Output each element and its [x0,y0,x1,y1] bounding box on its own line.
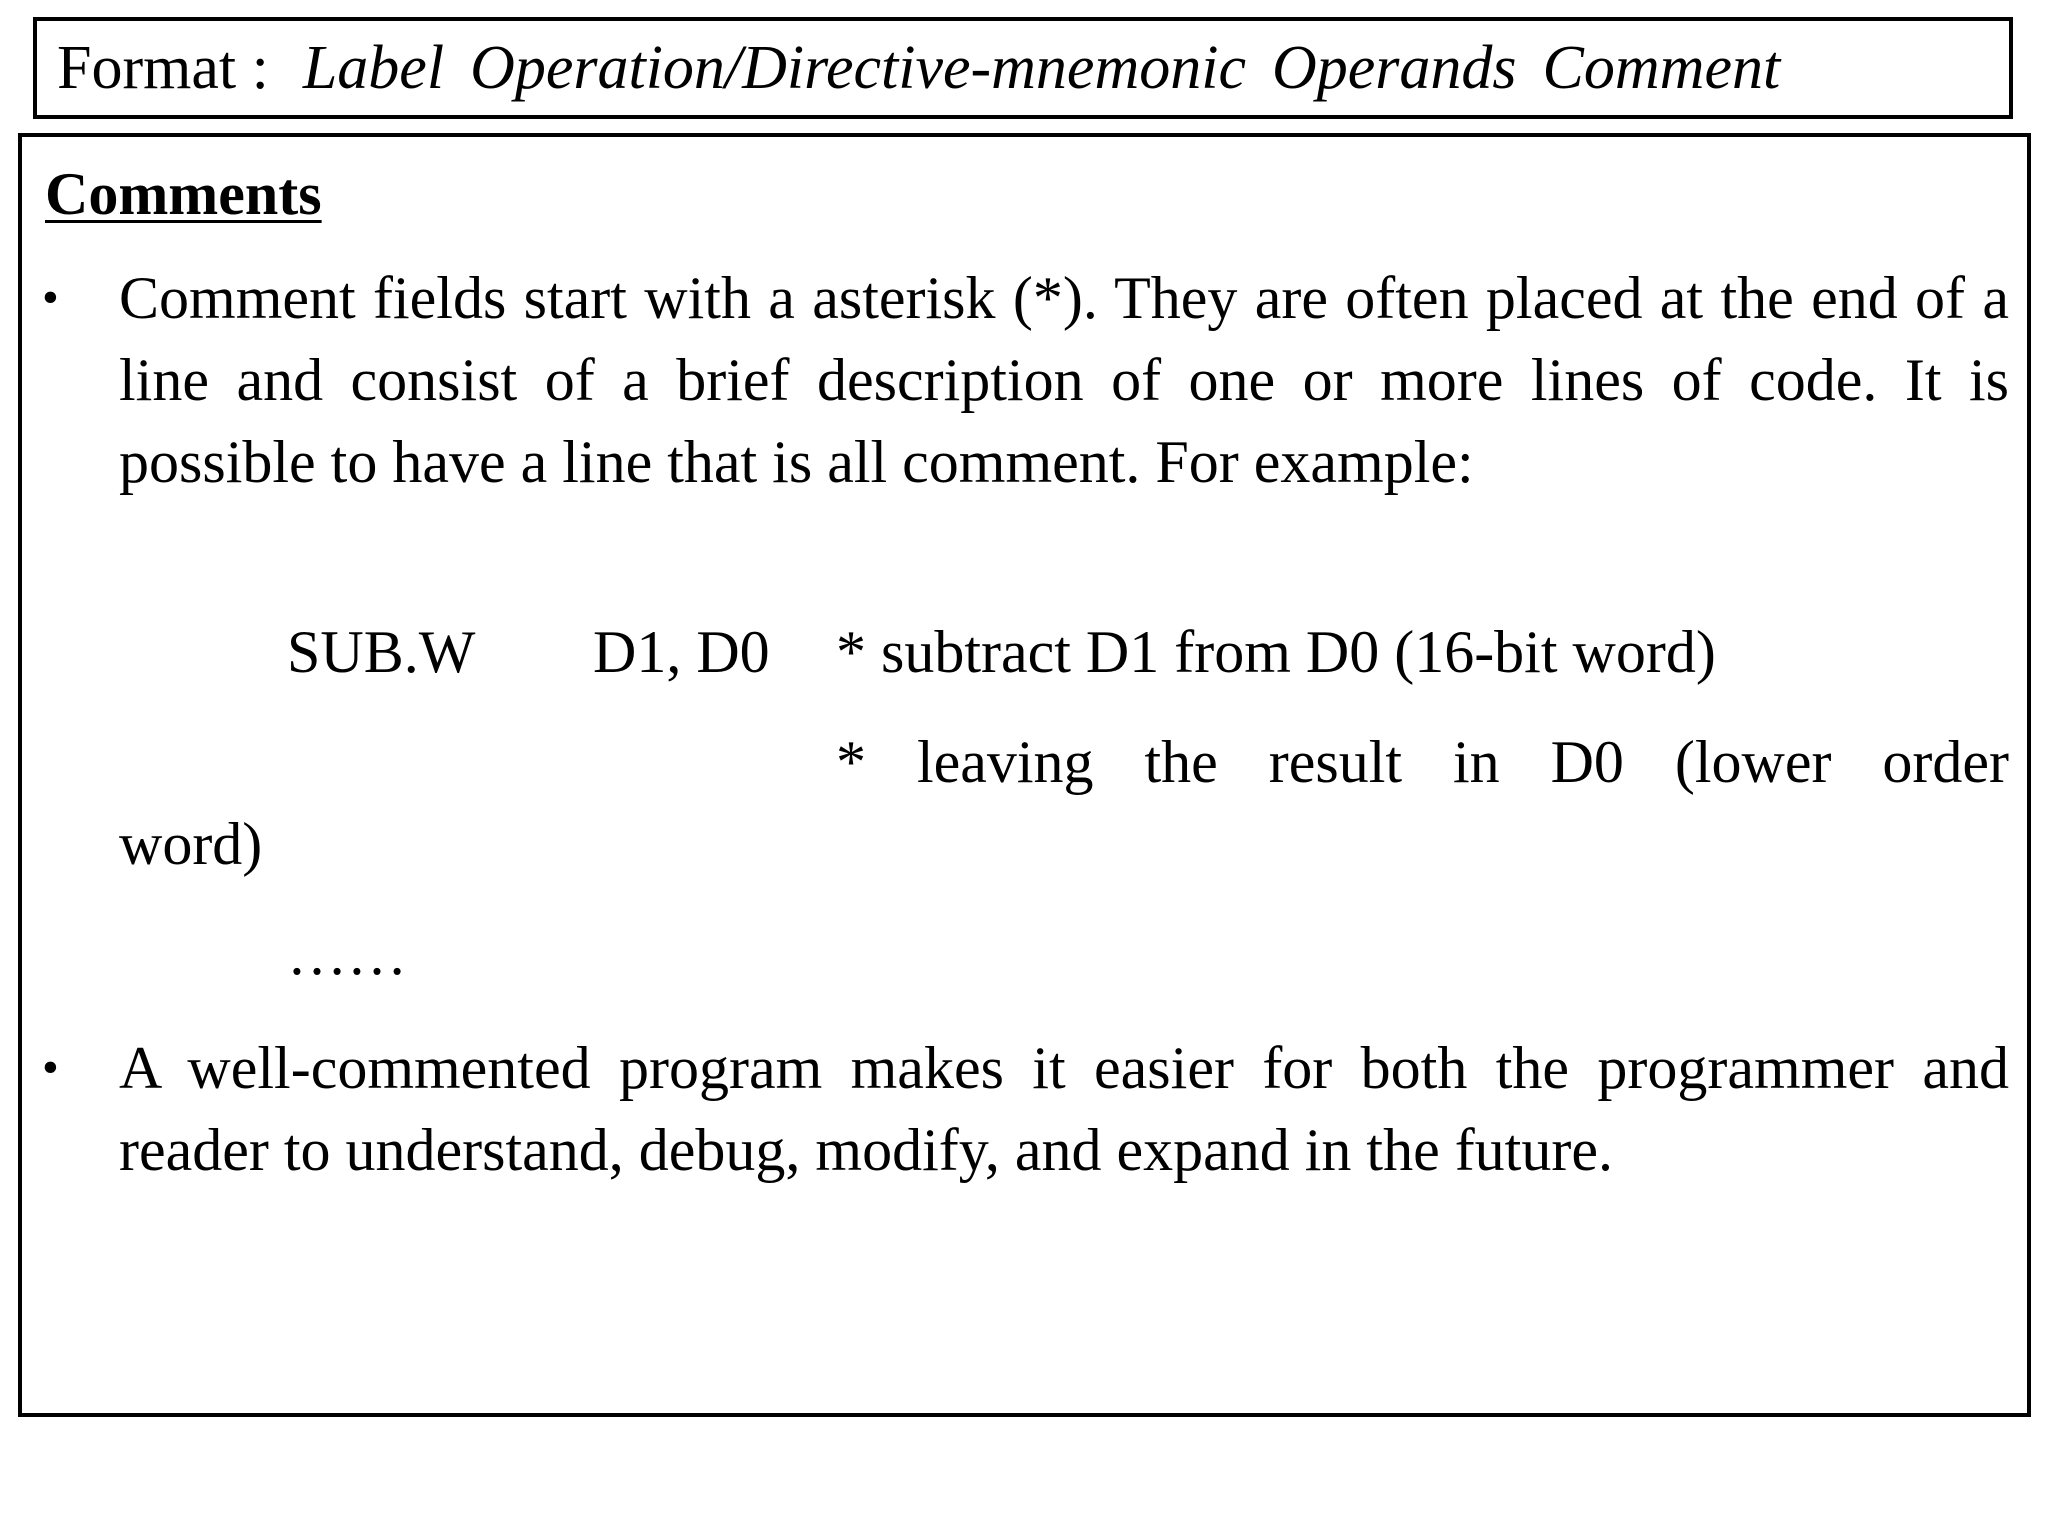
code-comment-2-wrap: word) [119,811,263,877]
format-field-comment: Comment [1542,34,1781,102]
bullet-point-icon: • [42,1041,59,1094]
code-comment-2: * leaving the result in D0 (lower order [836,729,2009,795]
content-box [18,133,2031,1417]
format-field-operands: Operands [1271,34,1517,102]
format-box [33,17,2013,119]
code-mnemonic: SUB.W [287,619,476,685]
bullet-text-1: Comment fields start with a asterisk (*). They are often placed at the end of a line and consist of a brief description of one or more lines of code. It is possible to have a line that is all comment. For example: [119,265,2009,495]
format-field-operation: Operation/Directive-mnemonic [470,34,1246,102]
section-title: Comments [45,161,322,227]
bullet-text-2: A well-commented program makes it easier for both the programmer and reader to understand, debug, modify, and expand in the future. [119,1035,2009,1183]
code-operands: D1, D0 [593,619,770,685]
code-ellipsis: …… [287,921,407,987]
bullet-point-icon: • [42,271,59,324]
code-comment-1: * subtract D1 from D0 (16-bit word) [836,619,1716,685]
format-prefix: Format : [57,34,269,102]
format-field-label: Label [302,34,445,102]
